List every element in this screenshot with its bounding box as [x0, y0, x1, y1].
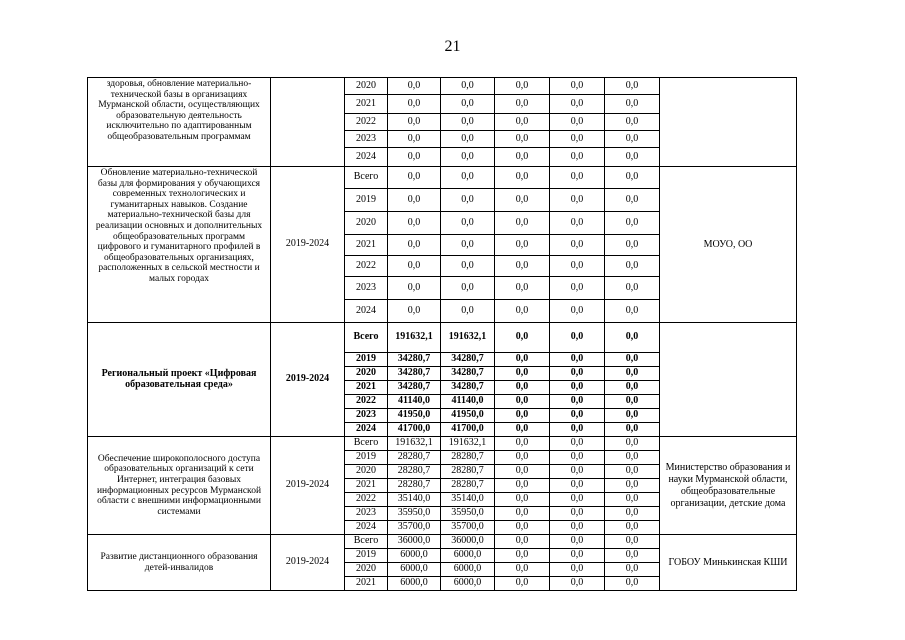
funding-value-cell: 0,0 [441, 131, 495, 148]
funding-value-cell: 35140,0 [388, 493, 441, 507]
funding-value-cell: 0,0 [495, 95, 550, 114]
funding-value-cell: 0,0 [550, 114, 605, 131]
funding-value-cell: 0,0 [550, 131, 605, 148]
funding-value-cell: 35140,0 [441, 493, 495, 507]
funding-value-cell: 0,0 [605, 95, 660, 114]
funding-value-cell: 35950,0 [388, 507, 441, 521]
funding-value-cell: 0,0 [495, 189, 550, 212]
funding-value-cell: 0,0 [495, 521, 550, 535]
year-cell: 2024 [345, 300, 388, 323]
funding-value-cell: 0,0 [388, 277, 441, 300]
funding-value-cell: 41950,0 [388, 409, 441, 423]
funding-value-cell: 0,0 [550, 563, 605, 577]
funding-value-cell: 0,0 [495, 300, 550, 323]
funding-value-cell: 0,0 [550, 212, 605, 235]
funding-value-cell: 0,0 [495, 235, 550, 256]
funding-value-cell: 0,0 [605, 78, 660, 95]
funding-value-cell: 0,0 [495, 381, 550, 395]
funding-value-cell: 0,0 [550, 451, 605, 465]
responsible-executor: ГОБОУ Минькинская КШИ [660, 535, 797, 591]
activity-description: Развитие дистанционного образования детей-инвалидов [88, 535, 271, 591]
funding-value-cell: 0,0 [441, 167, 495, 189]
funding-value-cell: 0,0 [495, 131, 550, 148]
funding-value-cell: 0,0 [550, 189, 605, 212]
funding-value-cell: 0,0 [550, 493, 605, 507]
funding-value-cell: 0,0 [550, 381, 605, 395]
funding-value-cell: 0,0 [441, 212, 495, 235]
funding-value-cell: 191632,1 [388, 323, 441, 353]
funding-value-cell: 0,0 [495, 212, 550, 235]
funding-value-cell: 0,0 [441, 235, 495, 256]
funding-value-cell: 28280,7 [388, 465, 441, 479]
funding-value-cell: 0,0 [388, 131, 441, 148]
year-cell: 2022 [345, 114, 388, 131]
funding-value-cell: 0,0 [605, 323, 660, 353]
funding-value-cell: 0,0 [495, 577, 550, 591]
funding-value-cell: 0,0 [388, 114, 441, 131]
table-row [88, 437, 797, 451]
year-cell: 2020 [345, 367, 388, 381]
funding-value-cell: 0,0 [495, 277, 550, 300]
year-cell: 2021 [345, 479, 388, 493]
funding-value-cell: 0,0 [495, 395, 550, 409]
funding-value-cell: 0,0 [605, 409, 660, 423]
funding-value-cell: 0,0 [495, 479, 550, 493]
activity-description: Региональный проект «Цифровая образовательная среда» [88, 323, 271, 437]
year-cell: 2024 [345, 148, 388, 167]
funding-value-cell: 0,0 [495, 367, 550, 381]
year-cell: 2019 [345, 549, 388, 563]
funding-value-cell: 0,0 [605, 212, 660, 235]
funding-value-cell: 6000,0 [441, 549, 495, 563]
funding-value-cell: 0,0 [605, 521, 660, 535]
funding-value-cell: 36000,0 [388, 535, 441, 549]
funding-value-cell: 0,0 [605, 167, 660, 189]
funding-value-cell: 0,0 [550, 521, 605, 535]
funding-value-cell: 0,0 [550, 323, 605, 353]
funding-value-cell: 0,0 [495, 353, 550, 367]
funding-value-cell: 41700,0 [388, 423, 441, 437]
implementation-period: 2019-2024 [271, 167, 345, 323]
program-funding-table [87, 77, 797, 591]
table-row [88, 167, 797, 189]
funding-value-cell: 0,0 [605, 493, 660, 507]
funding-value-cell: 34280,7 [441, 381, 495, 395]
funding-value-cell: 0,0 [550, 507, 605, 521]
year-cell: 2024 [345, 423, 388, 437]
funding-value-cell: 41700,0 [441, 423, 495, 437]
year-cell: 2020 [345, 78, 388, 95]
funding-value-cell: 28280,7 [388, 451, 441, 465]
funding-value-cell: 191632,1 [441, 323, 495, 353]
year-cell: 2019 [345, 189, 388, 212]
funding-value-cell: 41140,0 [388, 395, 441, 409]
funding-value-cell: 35950,0 [441, 507, 495, 521]
year-cell: 2020 [345, 563, 388, 577]
funding-value-cell: 6000,0 [388, 549, 441, 563]
funding-value-cell: 0,0 [550, 395, 605, 409]
year-cell: 2022 [345, 256, 388, 277]
funding-value-cell: 0,0 [441, 189, 495, 212]
funding-value-cell: 34280,7 [388, 381, 441, 395]
funding-value-cell: 0,0 [605, 479, 660, 493]
funding-value-cell: 0,0 [388, 300, 441, 323]
funding-value-cell: 0,0 [605, 381, 660, 395]
funding-value-cell: 0,0 [495, 78, 550, 95]
funding-value-cell: 0,0 [441, 148, 495, 167]
funding-value-cell: 0,0 [550, 577, 605, 591]
year-cell: 2020 [345, 212, 388, 235]
funding-value-cell: 0,0 [605, 535, 660, 549]
funding-value-cell: 0,0 [388, 167, 441, 189]
responsible-executor: Министерство образования и науки Мурманской области, общеобразовательные организации, детские дома [660, 437, 797, 535]
activity-description: Обеспечение широкополосного доступа образовательных организаций к сети Интернет, интеграция базовых информационных ресурсов Мурманской области с внешними информационными системами [88, 437, 271, 535]
funding-value-cell: 0,0 [495, 563, 550, 577]
funding-value-cell: 0,0 [550, 95, 605, 114]
funding-value-cell: 36000,0 [441, 535, 495, 549]
funding-value-cell: 0,0 [550, 479, 605, 493]
funding-value-cell: 34280,7 [388, 353, 441, 367]
year-cell: 2024 [345, 521, 388, 535]
funding-value-cell: 0,0 [550, 277, 605, 300]
activity-description: Обновление материально-технической базы для формирования у обучающихся современных технологических и гуманитарных навыков. Создание материально-технической базы для реализации основных и дополнительных общеобразовательных программ цифрового и гуманитарного профилей в общеобразовательных организациях, расположенных в сельской местности и малых городах [88, 167, 271, 323]
funding-value-cell: 0,0 [550, 465, 605, 479]
funding-value-cell: 0,0 [605, 451, 660, 465]
funding-value-cell: 34280,7 [441, 353, 495, 367]
year-cell: 2021 [345, 235, 388, 256]
year-cell: 2020 [345, 465, 388, 479]
funding-value-cell: 0,0 [495, 493, 550, 507]
implementation-period [271, 78, 345, 167]
funding-value-cell: 28280,7 [441, 451, 495, 465]
funding-value-cell: 34280,7 [441, 367, 495, 381]
funding-value-cell: 35700,0 [388, 521, 441, 535]
funding-value-cell: 0,0 [550, 353, 605, 367]
funding-value-cell: 0,0 [495, 465, 550, 479]
funding-value-cell: 28280,7 [388, 479, 441, 493]
funding-value-cell: 0,0 [550, 235, 605, 256]
funding-value-cell: 0,0 [550, 256, 605, 277]
funding-value-cell: 0,0 [441, 256, 495, 277]
funding-value-cell: 28280,7 [441, 465, 495, 479]
funding-value-cell: 6000,0 [441, 577, 495, 591]
funding-value-cell: 0,0 [605, 114, 660, 131]
year-cell: 2023 [345, 131, 388, 148]
funding-value-cell: 0,0 [495, 114, 550, 131]
funding-value-cell: 0,0 [605, 256, 660, 277]
funding-value-cell: 0,0 [441, 95, 495, 114]
year-cell: 2019 [345, 353, 388, 367]
funding-value-cell: 0,0 [605, 131, 660, 148]
funding-value-cell: 0,0 [388, 148, 441, 167]
year-cell: 2023 [345, 277, 388, 300]
funding-value-cell: 0,0 [495, 256, 550, 277]
funding-value-cell: 0,0 [495, 549, 550, 563]
activity-description: здоровья, обновление материально-технической базы в организациях Мурманской области, осуществляющих образовательную деятельность исключительно по адаптированным общеобразовательным программам [88, 78, 271, 167]
funding-value-cell: 0,0 [495, 437, 550, 451]
funding-value-cell: 0,0 [550, 549, 605, 563]
funding-value-cell: 191632,1 [388, 437, 441, 451]
year-cell: 2022 [345, 395, 388, 409]
year-cell: 2019 [345, 451, 388, 465]
funding-value-cell: 191632,1 [441, 437, 495, 451]
responsible-executor [660, 78, 797, 167]
funding-value-cell: 0,0 [605, 423, 660, 437]
funding-value-cell: 0,0 [495, 535, 550, 549]
funding-value-cell: 6000,0 [388, 577, 441, 591]
implementation-period: 2019-2024 [271, 535, 345, 591]
funding-value-cell: 0,0 [605, 235, 660, 256]
year-cell: 2021 [345, 577, 388, 591]
year-cell: Всего [345, 323, 388, 353]
funding-value-cell: 0,0 [388, 95, 441, 114]
funding-value-cell: 0,0 [605, 300, 660, 323]
funding-value-cell: 0,0 [605, 148, 660, 167]
page-number: 21 [444, 38, 461, 55]
funding-value-cell: 41950,0 [441, 409, 495, 423]
table-row [88, 323, 797, 353]
funding-value-cell: 0,0 [550, 423, 605, 437]
funding-value-cell: 0,0 [550, 167, 605, 189]
funding-value-cell: 35700,0 [441, 521, 495, 535]
funding-value-cell: 0,0 [605, 563, 660, 577]
implementation-period: 2019-2024 [271, 323, 345, 437]
funding-value-cell: 0,0 [550, 409, 605, 423]
funding-value-cell: 6000,0 [441, 563, 495, 577]
funding-value-cell: 0,0 [495, 423, 550, 437]
funding-value-cell: 0,0 [605, 353, 660, 367]
year-cell: 2023 [345, 507, 388, 521]
funding-value-cell: 0,0 [495, 323, 550, 353]
table-row [88, 78, 797, 95]
funding-value-cell: 0,0 [605, 577, 660, 591]
funding-value-cell: 0,0 [495, 451, 550, 465]
year-cell: Всего [345, 437, 388, 451]
year-cell: Всего [345, 535, 388, 549]
year-cell: 2022 [345, 493, 388, 507]
funding-value-cell: 0,0 [388, 212, 441, 235]
funding-value-cell: 0,0 [441, 114, 495, 131]
funding-value-cell: 0,0 [495, 167, 550, 189]
funding-value-cell: 0,0 [605, 465, 660, 479]
year-cell: Всего [345, 167, 388, 189]
funding-value-cell: 0,0 [441, 300, 495, 323]
funding-value-cell: 28280,7 [441, 479, 495, 493]
funding-value-cell: 0,0 [605, 367, 660, 381]
funding-value-cell: 0,0 [605, 395, 660, 409]
funding-value-cell: 0,0 [550, 148, 605, 167]
funding-value-cell: 0,0 [605, 277, 660, 300]
funding-value-cell: 0,0 [495, 507, 550, 521]
funding-value-cell: 0,0 [605, 437, 660, 451]
funding-value-cell: 41140,0 [441, 395, 495, 409]
funding-value-cell: 0,0 [605, 189, 660, 212]
funding-value-cell: 0,0 [550, 535, 605, 549]
funding-value-cell: 0,0 [388, 235, 441, 256]
responsible-executor: МОУО, ОО [660, 167, 797, 323]
funding-value-cell: 6000,0 [388, 563, 441, 577]
funding-value-cell: 0,0 [550, 437, 605, 451]
funding-value-cell: 0,0 [495, 148, 550, 167]
funding-value-cell: 0,0 [495, 409, 550, 423]
funding-value-cell: 0,0 [441, 78, 495, 95]
responsible-executor [660, 323, 797, 437]
funding-value-cell: 0,0 [388, 78, 441, 95]
funding-value-cell: 0,0 [605, 507, 660, 521]
funding-value-cell: 0,0 [550, 78, 605, 95]
year-cell: 2021 [345, 95, 388, 114]
funding-value-cell: 0,0 [441, 277, 495, 300]
funding-value-cell: 0,0 [388, 189, 441, 212]
funding-value-cell: 34280,7 [388, 367, 441, 381]
funding-value-cell: 0,0 [550, 300, 605, 323]
funding-value-cell: 0,0 [550, 367, 605, 381]
year-cell: 2023 [345, 409, 388, 423]
implementation-period: 2019-2024 [271, 437, 345, 535]
funding-value-cell: 0,0 [388, 256, 441, 277]
table-row [88, 535, 797, 549]
year-cell: 2021 [345, 381, 388, 395]
funding-value-cell: 0,0 [605, 549, 660, 563]
